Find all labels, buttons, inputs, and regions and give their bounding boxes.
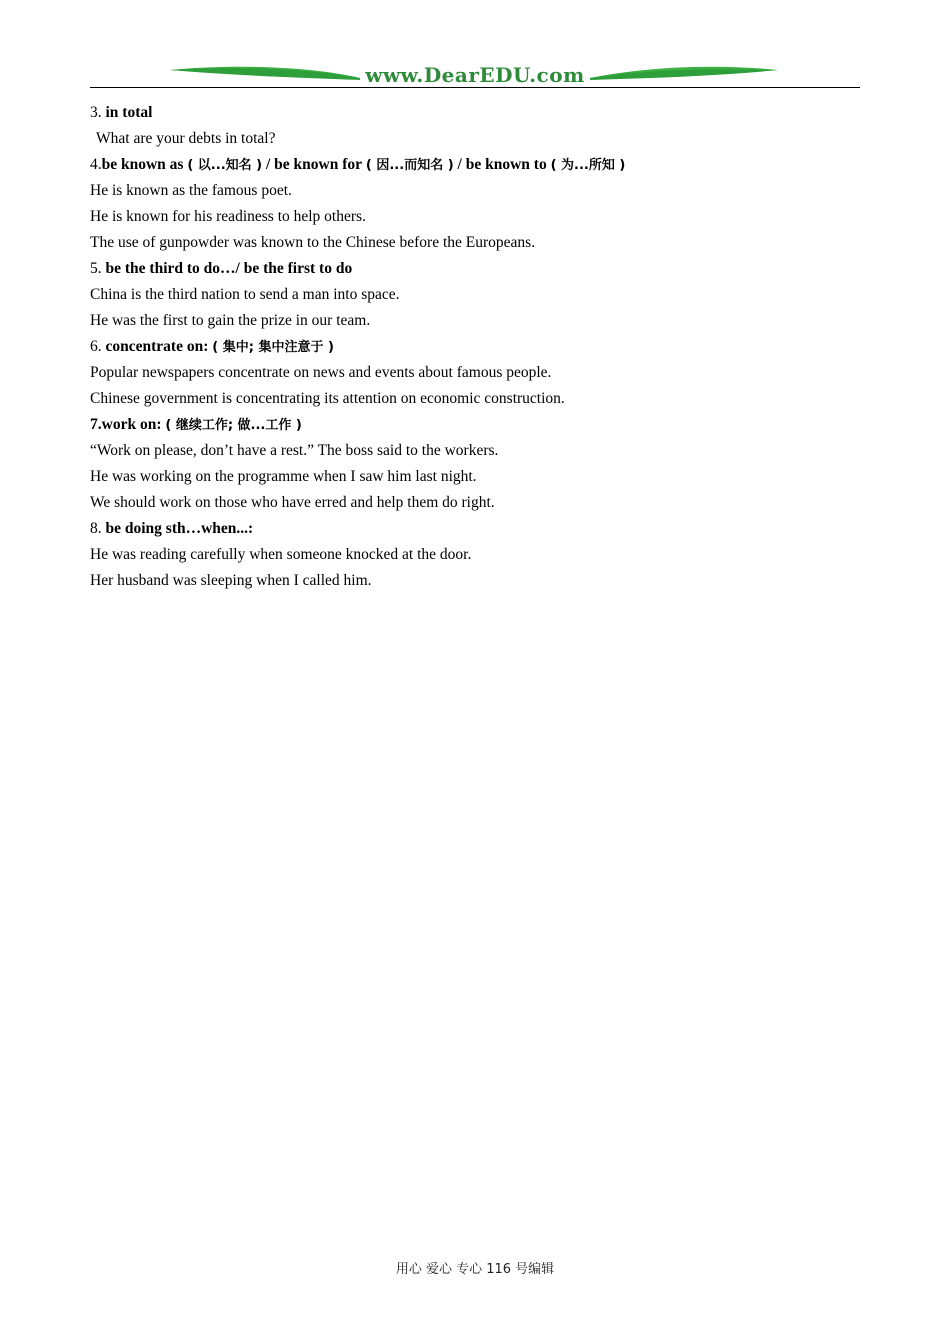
chinese-gloss: ( 继续工作; 做...工作 ) — [165, 418, 302, 433]
chinese-gloss: ( 以...知名 ) — [187, 158, 263, 173]
separator: / — [262, 156, 275, 173]
section-number: 3. — [90, 104, 102, 121]
chinese-gloss: ( 为...所知 ) — [550, 158, 626, 173]
example-sentence: He was the first to gain the prize in our team. — [90, 312, 371, 329]
phrase-be-known-as: be known as — [101, 156, 184, 173]
section-heading-4 — [90, 152, 850, 178]
example-sentence: China is the third nation to send a man into space. — [90, 286, 400, 303]
section-number: 7. — [90, 416, 102, 433]
example-sentence: He was reading carefully when someone knocked at the door. — [90, 546, 472, 563]
example-sentence: He was working on the programme when I saw him last night. — [90, 468, 477, 485]
example-sentence: What are your debts in total? — [96, 130, 276, 147]
phrase-be-the-third-to-do: be the third to do…/ be the first to do — [105, 260, 353, 277]
phrase-concentrate-on: concentrate on: — [105, 338, 209, 355]
phrase-be-known-to: be known to — [465, 156, 547, 173]
logo-text[interactable]: www.DearEDU.com — [365, 63, 585, 87]
section-number: 6. — [90, 338, 102, 355]
section-number: 4. — [90, 156, 102, 173]
document-body — [90, 100, 850, 594]
example-sentence: Chinese government is concentrating its attention on economic construction. — [90, 390, 565, 407]
section-heading-3 — [90, 100, 850, 126]
chinese-gloss: ( 因...而知名 ) — [365, 158, 454, 173]
section-heading-6 — [90, 334, 850, 360]
example-sentence: Popular newspapers concentrate on news and events about famous people. — [90, 364, 552, 381]
phrase-work-on: work on: — [101, 416, 162, 433]
example-sentence: He is known as the famous poet. — [90, 182, 292, 199]
phrase-be-known-for: be known for — [274, 156, 363, 173]
site-logo — [170, 62, 780, 88]
separator: / — [453, 156, 466, 173]
example-sentence: He is known for his readiness to help others. — [90, 208, 366, 225]
page-footer: 用心 爱心 专心 116 号编辑 — [395, 1262, 555, 1277]
section-heading-7 — [90, 412, 850, 438]
header-divider — [90, 87, 860, 88]
example-sentence: “Work on please, don’t have a rest.” The boss said to the workers. — [90, 442, 499, 459]
example-sentence: The use of gunpowder was known to the Chinese before the Europeans. — [90, 234, 536, 251]
example-sentence: Her husband was sleeping when I called him. — [90, 572, 372, 589]
phrase-in-total: in total — [105, 104, 153, 121]
page-header — [90, 62, 860, 90]
chinese-gloss: ( 集中; 集中注意于 ) — [212, 340, 334, 355]
section-number: 8. — [90, 520, 102, 537]
section-heading-5 — [90, 256, 850, 282]
section-heading-8 — [90, 516, 850, 542]
example-sentence: We should work on those who have erred and help them do right. — [90, 494, 495, 511]
phrase-be-doing-sth-when: be doing sth…when...: — [105, 520, 254, 537]
section-number: 5. — [90, 260, 102, 277]
